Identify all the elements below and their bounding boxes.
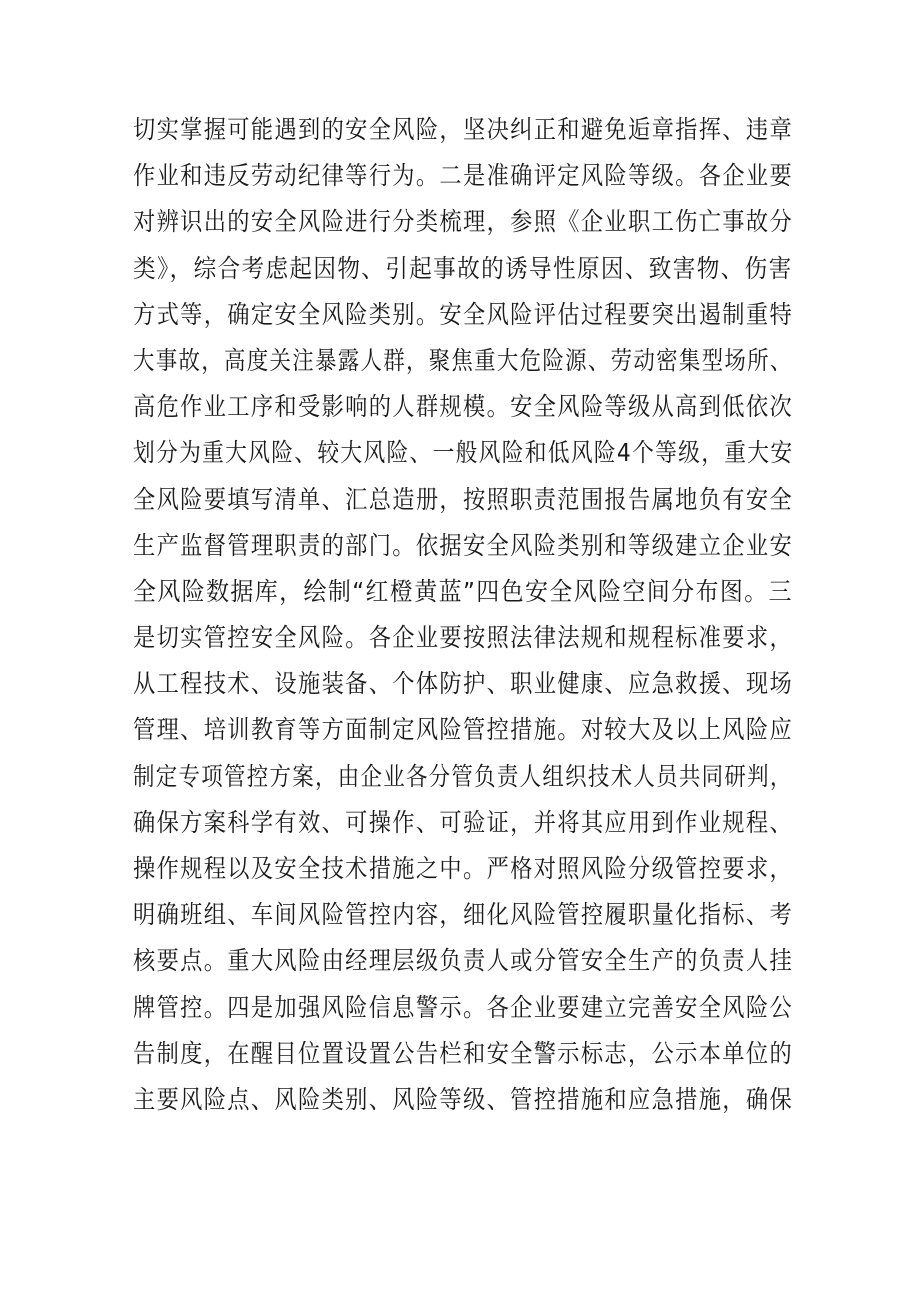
text-line: 大事故，高度关注暴露人群，聚焦重大危险源、劳动密集型场所、 [133,345,793,375]
text-line: 确保方案科学有效、可操作、可验证，并将其应用到作业规程、 [133,807,794,837]
text-line: 牌管控。四是加强风险信息警示。各企业要建立完善安全风险公 [133,992,794,1022]
text-line: 全风险数据库，绘制“红橙黄蓝”四色安全风险空间分布图。三 [133,576,793,606]
text-line: 作业和违反劳动纪律等行为。二是准确评定风险等级。各企业要 [133,161,794,191]
text-line: 是切实管控安全风险。各企业要按照法律法规和规程标准要求， [133,623,794,653]
text-line: 核要点。重大风险由经理层级负责人或分管安全生产的负责人挂 [133,946,794,976]
text-line: 高危作业工序和受影响的人群规模。安全风险等级从高到低依次 [133,392,794,422]
text-line: 告制度，在醒目位置设置公告栏和安全警示标志，公示本单位的 [133,1038,794,1068]
text-line: 生产监督管理职责的部门。依据安全风险类别和等级建立企业安 [133,530,794,560]
text-line: 明确班组、车间风险管控内容，细化风险管控履职量化指标、考 [133,900,794,930]
text-line: 对辨识出的安全风险进行分类梳理，参照《企业职工伤亡事故分 [133,207,794,237]
text-line: 管理、培训教育等方面制定风险管控措施。对较大及以上风险应 [133,715,794,745]
text-line: 操作规程以及安全技术措施之中。严格对照风险分级管控要求， [133,854,794,883]
document-body [133,107,793,1123]
text-line: 全风险要填写清单、汇总造册，按照职责范围报告属地负有安全 [133,484,794,514]
text-line: 制定专项管控方案，由企业各分管负责人组织技术人员共同研判， [133,761,793,791]
text-line: 主要风险点、风险类别、风险等级、管控措施和应急措施，确保 [133,1084,794,1114]
text-line: 从工程技术、设施装备、个体防护、职业健康、应急救援、现场 [133,669,794,699]
text-line: 方式等，确定安全风险类别。安全风险评估过程要突出遏制重特 [133,299,794,329]
text-line: 类》，综合考虑起因物、引起事故的诱导性原因、致害物、伤害 [133,253,793,283]
text-line: 切实掌握可能遇到的安全风险，坚决纠正和避免逅章指挥、违章 [133,115,794,144]
text-line: 划分为重大风险、较大风险、一般风险和低风险4个等级，重大安 [133,438,794,468]
